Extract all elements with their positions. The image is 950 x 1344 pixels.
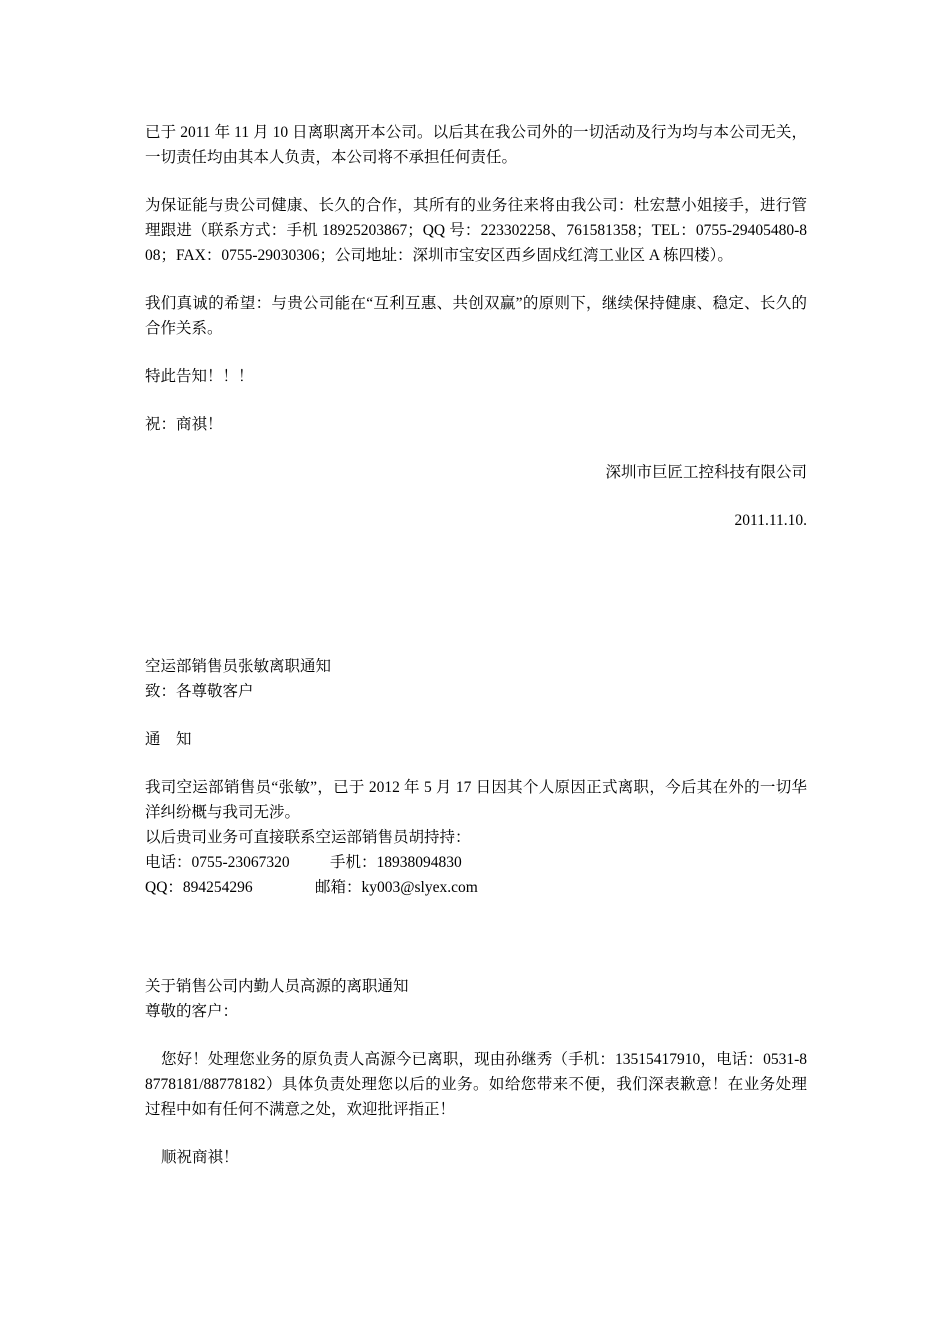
- notice2-heading: 通 知: [145, 731, 192, 748]
- notice2-title: 空运部销售员张敏离职通知: [145, 658, 332, 675]
- notice2-phone: 电话：0755-23067320: [145, 854, 290, 871]
- notice1-paragraph-1: 已于 2011 年 11 月 10 日离职离开本公司。以后其在我公司外的一切活动及行为均与本公司无关，一切责任均由其本人负责，本公司将不承担任何责任。: [145, 124, 807, 166]
- notice1-date: 2011.11.10.: [734, 512, 807, 529]
- notice2-contact-row-1: [145, 850, 807, 875]
- notice3-closing: 顺祝商祺！: [161, 1149, 239, 1166]
- notice1-paragraph-2: 为保证能与贵公司健康、长久的合作，其所有的业务往来将由我公司：杜宏慧小姐接手，进行管理跟进（联系方式：手机 18925203867；QQ 号：223302258、761581358；TEL：0755-29405480-808；FAX：0755-29030306；公司地址：深圳市宝安区西乡固戍红湾工业区 A 栋四楼）。: [145, 197, 807, 264]
- notice1-greeting: 祝：商祺！: [145, 416, 223, 433]
- notice2-mobile: 手机：18938094830: [330, 854, 462, 871]
- notice2-body: 我司空运部销售员“张敏”，已于 2012 年 5 月 17 日因其个人原因正式离职，今后其在外的一切华洋纠纷概与我司无涉。: [145, 779, 807, 821]
- notice3-body: 您好！处理您业务的原负责人高源今已离职，现由孙继秀（手机：13515417910，电话：0531-88778181/88778182）具体负责处理您以后的业务。如给您带来不便，我们深表歉意！在业务处理过程中如有任何不满意之处，欢迎批评指正！: [145, 1051, 807, 1118]
- document-page: [145, 120, 807, 1170]
- notice2-contact-intro: 以后贵司业务可直接联系空运部销售员胡持持：: [145, 829, 471, 846]
- notice1-paragraph-3: 我们真诚的希望：与贵公司能在“互利互惠、共创双赢”的原则下，继续保持健康、稳定、长久的合作关系。: [145, 295, 807, 337]
- notice1-company-signature: 深圳市巨匠工控科技有限公司: [605, 464, 807, 481]
- notice2-recipient: 致：各尊敬客户: [145, 683, 254, 700]
- notice3-title: 关于销售公司内勤人员高源的离职通知: [145, 978, 409, 995]
- notice2-qq: QQ：894254296: [145, 879, 253, 896]
- notice3-salutation: 尊敬的客户：: [145, 1003, 239, 1020]
- notice2-contact-row-2: [145, 875, 807, 900]
- notice1-announcement: 特此告知！！！: [145, 368, 254, 385]
- notice2-email: 邮箱：ky003@slyex.com: [315, 879, 478, 896]
